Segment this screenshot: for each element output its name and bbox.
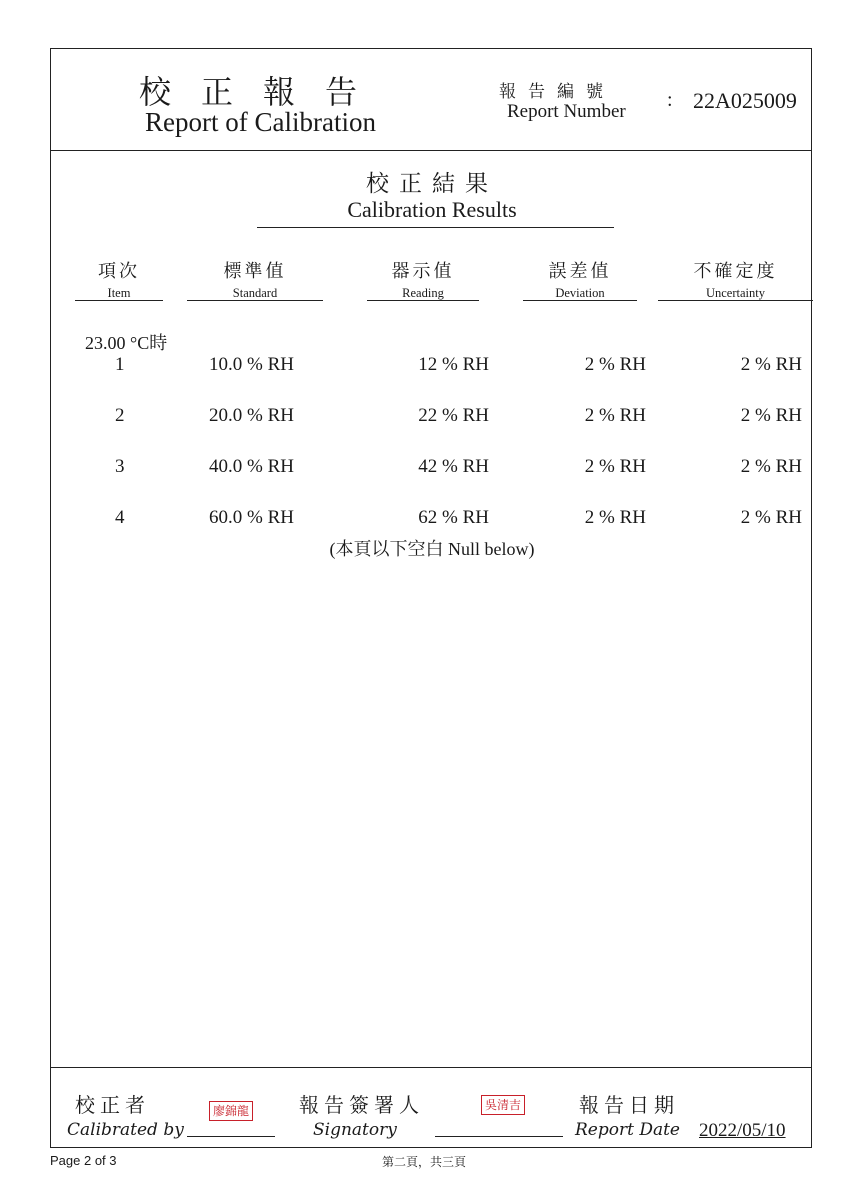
results-title-underline [257, 227, 614, 228]
results-title-zh: 校正結果 [366, 171, 498, 196]
report-number-colon: : [667, 89, 673, 111]
cell-item: 3 [115, 456, 125, 477]
column-underline [187, 300, 323, 301]
column-header-reading [367, 257, 479, 301]
calibrator-signature-line [187, 1136, 275, 1137]
null-below-note: (本頁以下空白 Null below) [329, 539, 535, 559]
header-divider [51, 150, 811, 151]
footer-divider [51, 1067, 811, 1068]
column-header-deviation [523, 257, 637, 301]
report-date-label-en: Report Date [575, 1120, 680, 1140]
column-header-standard [187, 257, 323, 301]
results-title-en: Calibration Results [347, 197, 517, 222]
calibrated-by-label-zh: 校正者 [75, 1095, 150, 1117]
cell-standard: 40.0 % RH [209, 456, 294, 477]
cell-standard: 20.0 % RH [209, 405, 294, 426]
column-header-uncertainty [658, 257, 813, 301]
cell-deviation: 2 % RH [584, 405, 646, 426]
cell-uncertainty: 2 % RH [740, 354, 802, 375]
column-underline [367, 300, 479, 301]
page-number: Page 2 of 3 [50, 1153, 117, 1168]
cell-uncertainty: 2 % RH [740, 507, 802, 528]
cell-deviation: 2 % RH [584, 507, 646, 528]
cell-uncertainty: 2 % RH [740, 405, 802, 426]
signatory-label-en: Signatory [313, 1120, 397, 1140]
cell-reading: 62 % RH [418, 507, 489, 528]
cell-reading: 12 % RH [418, 354, 489, 375]
column-header-label-en: Item [107, 286, 131, 300]
column-header-label-zh: 標準值 [223, 261, 287, 281]
column-header-label-zh: 項次 [98, 261, 140, 281]
column-header-label-en: Reading [402, 286, 444, 300]
report-date-label-zh: 報告日期 [579, 1095, 679, 1117]
column-header-label-zh: 誤差值 [548, 261, 612, 281]
column-header-label-en: Standard [232, 286, 278, 300]
cell-deviation: 2 % RH [584, 456, 646, 477]
report-number-value: 22A025009 [693, 88, 797, 113]
cell-reading: 42 % RH [418, 456, 489, 477]
report-date-value: 2022/05/10 [699, 1120, 786, 1141]
report-title-zh: 校正報告 [139, 74, 388, 110]
column-header-label-en: Deviation [555, 286, 605, 300]
cell-item: 4 [115, 507, 125, 528]
column-header-label-en: Uncertainty [705, 286, 765, 300]
page-number-zh: 第二頁，共三頁 [381, 1155, 466, 1169]
cell-standard: 10.0 % RH [209, 354, 294, 375]
cell-item: 1 [115, 354, 125, 375]
cell-reading: 22 % RH [418, 405, 489, 426]
column-underline [523, 300, 637, 301]
report-title-en: Report of Calibration [145, 107, 376, 137]
column-underline [75, 300, 163, 301]
cell-item: 2 [115, 405, 125, 426]
report-frame [50, 48, 812, 1148]
column-header-label-zh: 器示值 [391, 261, 455, 281]
signatory-stamp: 吳清吉 [481, 1095, 525, 1115]
column-header-item [75, 257, 163, 301]
cell-uncertainty: 2 % RH [740, 456, 802, 477]
cell-standard: 60.0 % RH [209, 507, 294, 528]
signatory-signature-line [435, 1136, 563, 1137]
signatory-label-zh: 報告簽署人 [299, 1095, 424, 1117]
column-header-label-zh: 不確定度 [693, 261, 778, 281]
calibrated-by-label-en: Calibrated by [67, 1120, 184, 1140]
report-number-label-en: Report Number [507, 101, 626, 122]
report-number-label-zh: 報告編號 [499, 82, 615, 101]
column-underline [658, 300, 813, 301]
calibrator-stamp: 廖錦龍 [209, 1101, 253, 1121]
cell-deviation: 2 % RH [584, 354, 646, 375]
temperature-condition: 23.00 °C時 [85, 333, 168, 353]
